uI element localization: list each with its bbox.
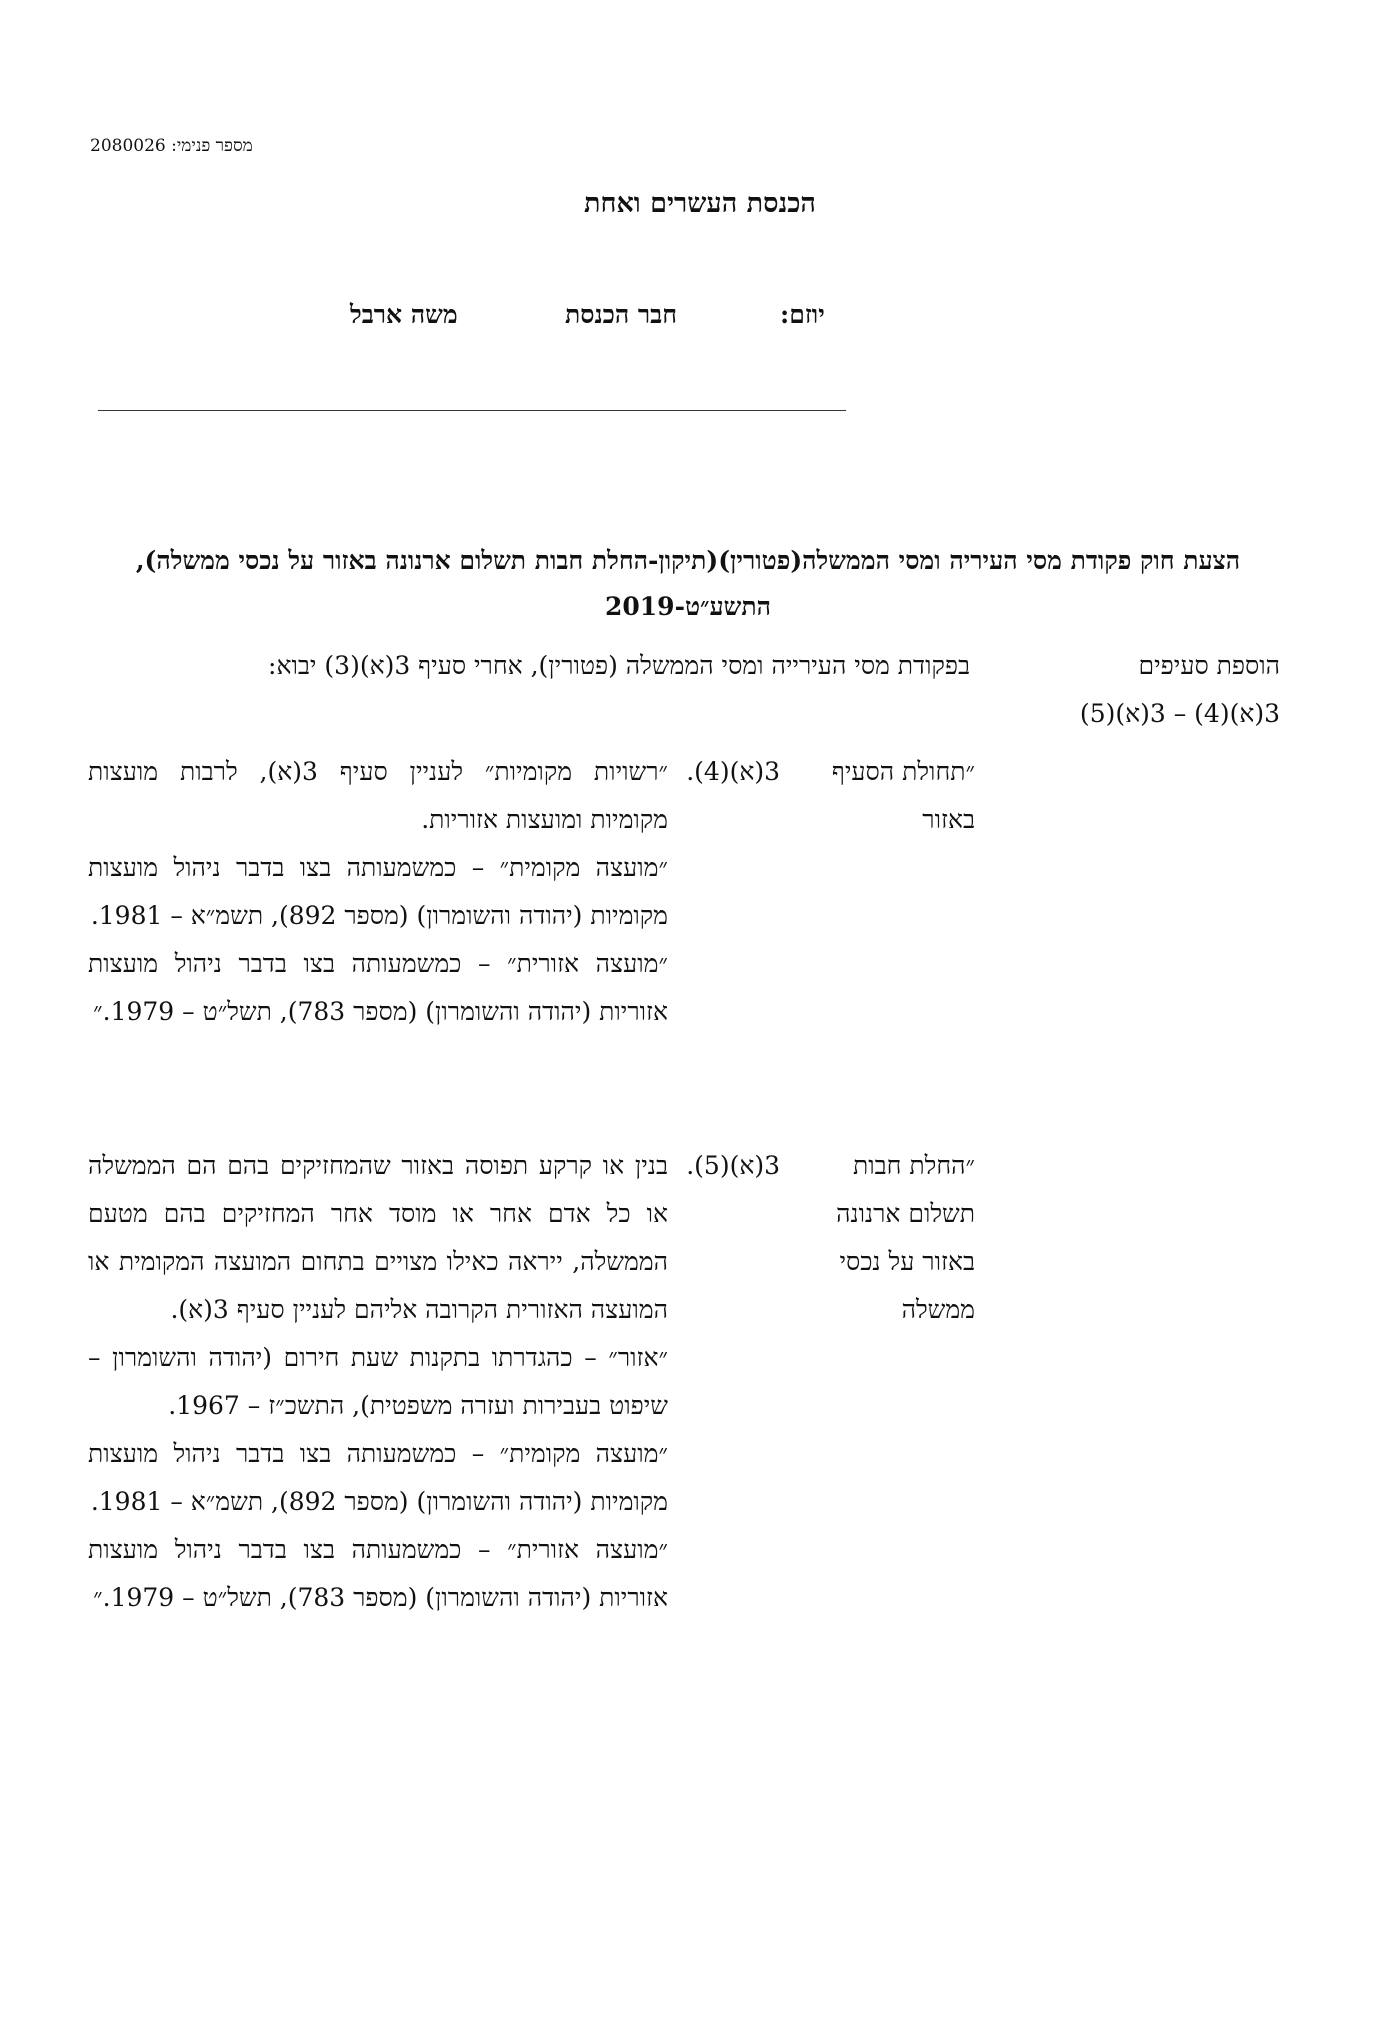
side-note-line: 3(א)(4) – 3(א)(5) (1079, 699, 1280, 728)
initiator-label: יוזם: (780, 300, 825, 329)
section-paragraph: ״מועצה מקומית״ – כמשמעותה בצו בדבר ניהול מועצות מקומיות (יהודה והשומרון) (מספר 892), תשמ״א – 1981. (88, 853, 668, 930)
margin-line: תשלום ארנונה (836, 1199, 975, 1228)
section-paragraph: ״מועצה מקומית״ – כמשמעותה בצו בדבר ניהול מועצות מקומיות (יהודה והשומרון) (מספר 892), תשמ״א – 1981. (88, 1439, 668, 1516)
section-paragraph: ״אזור״ – כהגדרתו בתקנות שעת חירום (יהודה והשומרון – שיפוט בעבירות ועזרה משפטית), התשכ״ז – 1967. (88, 1343, 668, 1420)
margin-line: ״תחולת הסעיף (831, 757, 975, 786)
initiator-name: משה ארבל (350, 300, 458, 329)
section-number: 3(א)(5). (686, 1151, 780, 1180)
divider-line (98, 410, 846, 411)
section-text (88, 1142, 668, 1622)
margin-line: באזור (922, 805, 975, 834)
section-number: 3(א)(4). (686, 757, 780, 786)
section-margin-note (760, 1142, 975, 1334)
internal-number: מספר פנימי: 2080026 (90, 136, 253, 156)
margin-line: באזור על נכסי (839, 1247, 975, 1276)
margin-line: ממשלה (901, 1295, 975, 1324)
section-text (88, 748, 668, 1036)
section-paragraph: בנין או קרקע תפוסה באזור שהמחזיקים בהם הם הממשלה או כל אדם אחר או מוסד אחר המחזיקים בהם מטעם הממשלה, ייראה כאילו מצויים בתחום המועצה המקומית או המועצה האזורית הקרובה אליהם לעניין סעיף 3(א). (88, 1151, 668, 1324)
bill-title: הצעת חוק פקודת מסי העיריה ומסי הממשלה(פטורין)(תיקון-החלת חבות תשלום ארנונה באזור על נכסי ממשלה), התשע״ט-2019 (135, 546, 1241, 621)
side-note (1030, 642, 1280, 738)
section-paragraph: ״מועצה אזורית״ – כמשמעותה בצו בדבר ניהול מועצות אזוריות (יהודה והשומרון) (מספר 783), תשל״ט – 1979.״ (88, 949, 668, 1026)
side-note-line: הוספת סעיפים (1138, 651, 1280, 680)
section-margin-note (760, 748, 975, 844)
margin-line: ״החלת חבות (852, 1151, 975, 1180)
bill-intro: בפקודת מסי העירייה ומסי הממשלה (פטורין), אחרי סעיף 3(א)(3) יבוא: (268, 651, 970, 680)
section-paragraph: ״מועצה אזורית״ – כמשמעותה בצו בדבר ניהול מועצות אזוריות (יהודה והשומרון) (מספר 783), תשל״ט – 1979.״ (88, 1535, 668, 1612)
initiator-role: חבר הכנסת (565, 300, 678, 329)
section-paragraph: ״רשויות מקומיות״ לעניין סעיף 3(א), לרבות מועצות מקומיות ומועצות אזוריות. (88, 757, 668, 834)
knesset-title: הכנסת העשרים ואחת (584, 188, 816, 219)
